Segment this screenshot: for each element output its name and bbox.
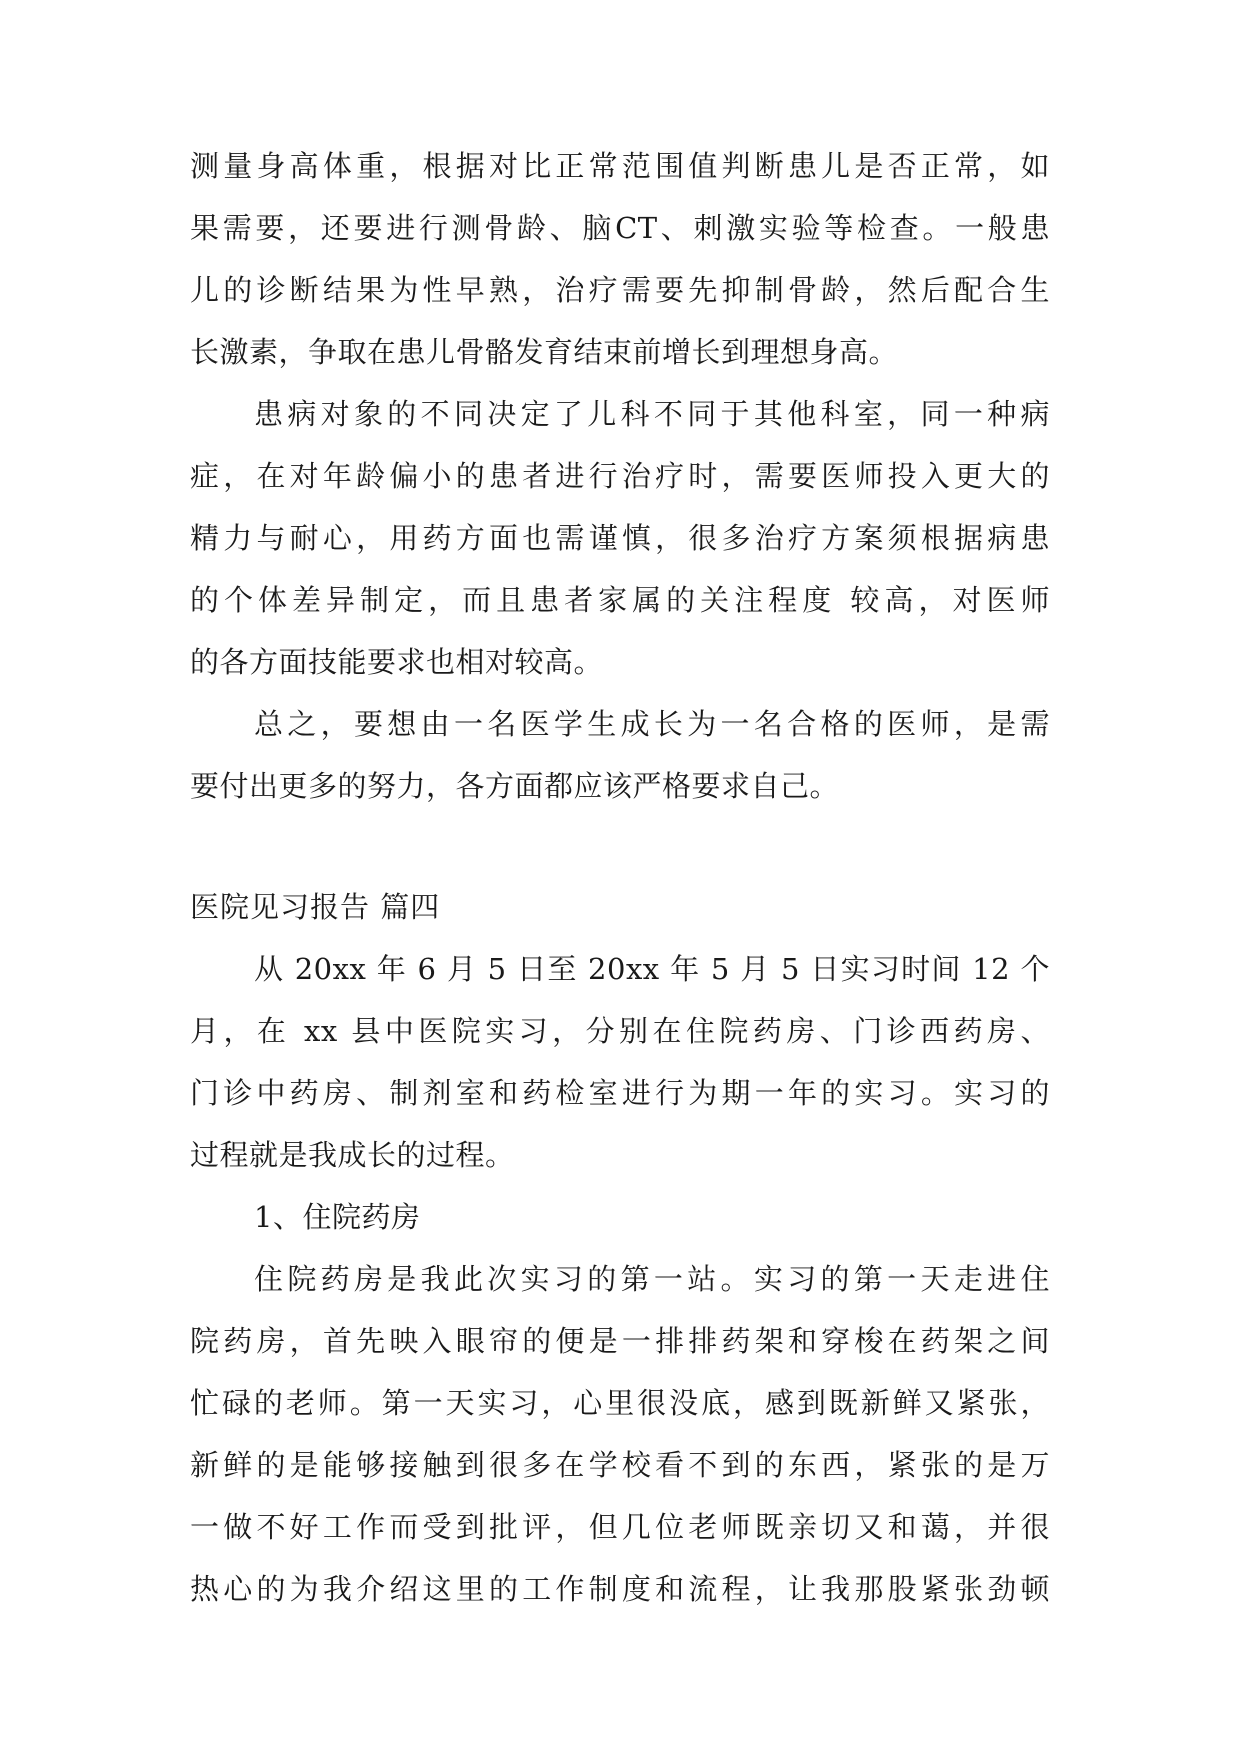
paragraph-first-line: 住院药房是我此次实习的第一站。实习的第一天走进住 [254,1262,1050,1296]
body-text-line: 过程就是我成长的过程。 [190,1138,515,1172]
section-heading: 医院见习报告 篇四 [190,890,441,924]
body-text-line: 月，在 xx 县中医院实习，分别在住院药房、门诊西药房、 [190,1014,1050,1048]
subsection-heading: 1、住院药房 [254,1200,421,1234]
body-text-line: 新鲜的是能够接触到很多在学校看不到的东西，紧张的是万 [190,1448,1050,1482]
body-text-line: 儿的诊断结果为性早熟，治疗需要先抑制骨龄，然后配合生 [190,273,1050,307]
body-text-line: 要付出更多的努力，各方面都应该严格要求自己。 [190,769,840,803]
body-text-line: 测量身高体重，根据对比正常范围值判断患儿是否正常，如 [190,149,1050,183]
body-text-line: 门诊中药房、制剂室和药检室进行为期一年的实习。实习的 [190,1076,1050,1110]
body-text-line: 一做不好工作而受到批评，但几位老师既亲切又和蔼，并很 [190,1510,1050,1544]
body-text-line: 忙碌的老师。第一天实习，心里很没底，感到既新鲜又紧张， [190,1386,1050,1420]
paragraph-first-line: 总之，要想由一名医学生成长为一名合格的医师，是需 [254,707,1050,741]
paragraph-first-line: 患病对象的不同决定了儿科不同于其他科室，同一种病 [254,397,1050,431]
body-text-line: 的个体差异制定，而且患者家属的关注程度 较高，对医师 [190,583,1050,617]
body-text-line: 院药房，首先映入眼帘的便是一排排药架和穿梭在药架之间 [190,1324,1050,1358]
body-text-line: 的各方面技能要求也相对较高。 [190,645,604,679]
paragraph-first-line: 从 20xx 年 6 月 5 日至 20xx 年 5 月 5 日实习时间 12 个 [254,952,1050,986]
body-text-line: 热心的为我介绍这里的工作制度和流程，让我那股紧张劲顿 [190,1572,1050,1606]
body-text-line: 长激素，争取在患儿骨骼发育结束前增长到理想身高。 [190,335,899,369]
body-text-line: 果需要，还要进行测骨龄、脑CT、刺激实验等检查。一般患 [190,211,1050,245]
body-text-line: 症，在对年龄偏小的患者进行治疗时，需要医师投入更大的 [190,459,1050,493]
body-text-line: 精力与耐心，用药方面也需谨慎，很多治疗方案须根据病患 [190,521,1050,555]
